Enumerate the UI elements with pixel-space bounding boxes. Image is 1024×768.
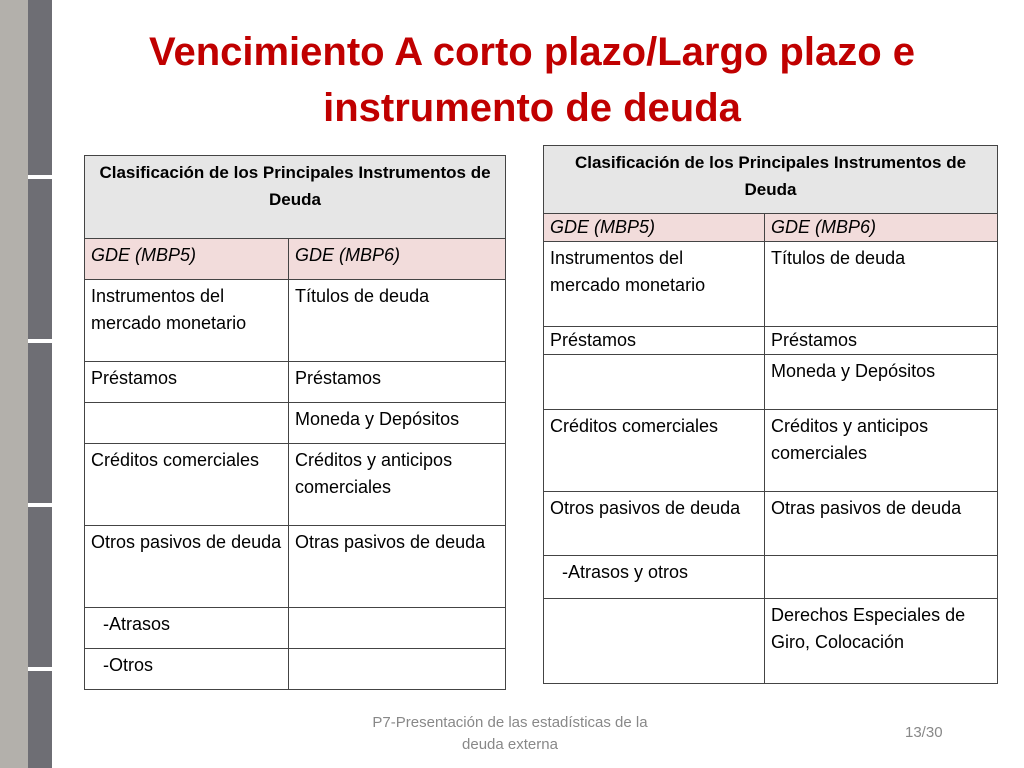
table-cell: Créditos comerciales	[544, 410, 765, 492]
table-cell: Créditos y anticipos comerciales	[289, 444, 506, 526]
left-instruments-table	[84, 155, 506, 690]
table-caption: Clasificación de los Principales Instrumentos de Deuda	[85, 156, 506, 239]
table-cell: Instrumentos del mercado monetario	[85, 280, 289, 362]
table-cell	[544, 355, 765, 410]
column-header-mbp6: GDE (MBP6)	[765, 214, 998, 242]
column-header-mbp6: GDE (MBP6)	[289, 239, 506, 280]
table-cell: Derechos Especiales de Giro, Colocación	[765, 599, 998, 684]
table-cell: Créditos comerciales	[85, 444, 289, 526]
decor-block	[28, 507, 52, 667]
table-cell	[289, 649, 506, 690]
table-cell: Títulos de deuda	[765, 242, 998, 327]
table-cell	[544, 599, 765, 684]
table-cell	[289, 608, 506, 649]
decor-block	[28, 179, 52, 339]
decor-block	[28, 343, 52, 503]
table-cell: Préstamos	[765, 327, 998, 355]
column-header-mbp5: GDE (MBP5)	[85, 239, 289, 280]
decor-block	[28, 671, 52, 768]
table-cell	[765, 556, 998, 599]
table-cell: Títulos de deuda	[289, 280, 506, 362]
table-cell: Moneda y Depósitos	[765, 355, 998, 410]
table-cell: Préstamos	[289, 362, 506, 403]
table-cell	[85, 403, 289, 444]
slide-footer: P7-Presentación de las estadísticas de la deuda externa	[372, 714, 648, 753]
table-cell: Otros pasivos de deuda	[85, 526, 289, 608]
table-cell: Otras pasivos de deuda	[289, 526, 506, 608]
right-instruments-table	[543, 145, 998, 684]
table-cell: Préstamos	[85, 362, 289, 403]
table-cell: Créditos y anticipos comerciales	[765, 410, 998, 492]
table-cell: Otras pasivos de deuda	[765, 492, 998, 556]
table-cell: Otros pasivos de deuda	[544, 492, 765, 556]
table-cell: Moneda y Depósitos	[289, 403, 506, 444]
table-cell: Préstamos	[544, 327, 765, 355]
table-cell: -Otros	[85, 649, 289, 690]
column-header-mbp5: GDE (MBP5)	[544, 214, 765, 242]
table-cell: -Atrasos	[85, 608, 289, 649]
slide-title: Vencimiento A corto plazo/Largo plazo e instrumento de deuda	[148, 30, 916, 130]
table-cell: -Atrasos y otros	[544, 556, 765, 599]
page-number: 13/30	[905, 724, 943, 741]
table-cell: Instrumentos del mercado monetario	[544, 242, 765, 327]
left-decor-stripe	[0, 0, 28, 768]
table-caption: Clasificación de los Principales Instrumentos de Deuda	[544, 146, 998, 214]
decor-block	[28, 0, 52, 175]
